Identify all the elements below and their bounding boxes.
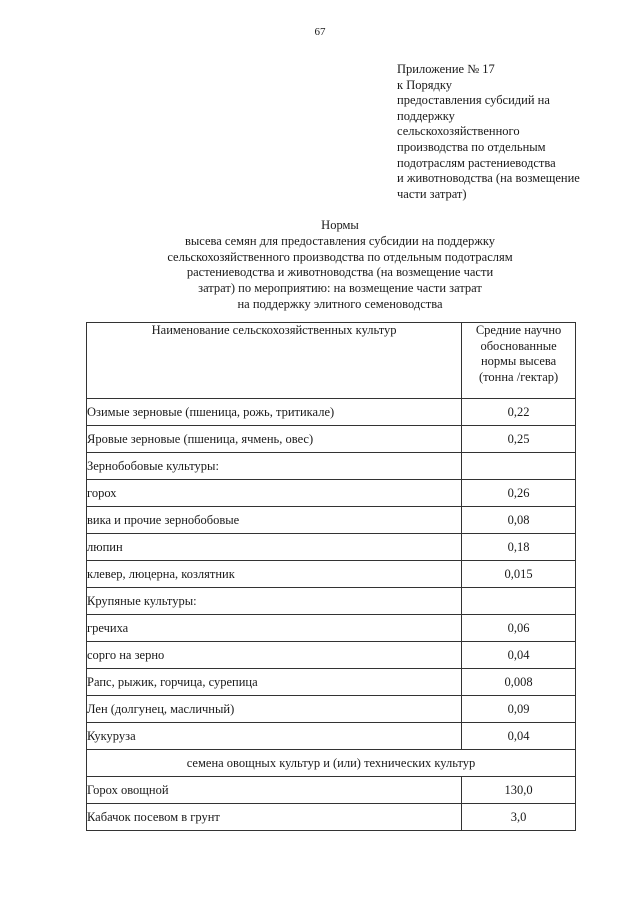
- crop-name: Кукуруза: [87, 723, 462, 750]
- seeding-rate: 0,008: [462, 669, 576, 696]
- table-row: [87, 804, 576, 831]
- table-section-row: [87, 750, 576, 777]
- seeding-rate-header-line: обоснованные: [480, 338, 557, 353]
- crop-name: люпин: [87, 534, 462, 561]
- table-row: [87, 399, 576, 426]
- title-line: затрат) по мероприятию: на возмещение части затрат: [198, 281, 482, 296]
- table-row: [87, 723, 576, 750]
- crop-group-name: Зернобобовые культуры:: [87, 453, 462, 480]
- title-line: на поддержку элитного семеноводства: [237, 296, 443, 311]
- seeding-rate: 0,09: [462, 696, 576, 723]
- crop-name: сорго на зерно: [87, 642, 462, 669]
- table-row: [87, 777, 576, 804]
- seeding-rate: 0,04: [462, 723, 576, 750]
- table-row: [87, 642, 576, 669]
- crop-name: Яровые зерновые (пшеница, ячмень, овес): [87, 426, 462, 453]
- table-row: [87, 426, 576, 453]
- section-heading: семена овощных культур и (или) технических культур: [87, 750, 576, 777]
- crop-name: гречиха: [87, 615, 462, 642]
- table-row: [87, 561, 576, 588]
- appendix-line: производства по отдельным: [397, 139, 546, 154]
- seeding-rate: 0,25: [462, 426, 576, 453]
- appendix-line: части затрат): [397, 186, 467, 201]
- appendix-line: поддержку: [397, 108, 455, 123]
- seeding-rate: 0,08: [462, 507, 576, 534]
- title-line: высева семян для предоставления субсидии на поддержку: [184, 233, 496, 248]
- title-line: Нормы: [321, 218, 359, 232]
- crop-name-header: Наименование сельскохозяйственных культур: [87, 323, 462, 399]
- seeding-rate: 0,22: [462, 399, 576, 426]
- seeding-rate: [462, 453, 576, 480]
- seeding-rate: 0,18: [462, 534, 576, 561]
- table-row: [87, 534, 576, 561]
- title-line: сельскохозяйственного производства по отдельным подотраслям: [167, 249, 513, 264]
- table-row: [87, 696, 576, 723]
- table-row: [87, 507, 576, 534]
- seeding-rate-header: [462, 323, 576, 399]
- table-row: [87, 453, 576, 480]
- table-row: [87, 480, 576, 507]
- appendix-line: к Порядку: [397, 77, 452, 92]
- seeding-norms-table: [86, 322, 576, 831]
- crop-name: Лен (долгунец, масличный): [87, 696, 462, 723]
- crop-name: Кабачок посевом в грунт: [87, 804, 462, 831]
- seeding-rate: 0,04: [462, 642, 576, 669]
- seeding-rate: 130,0: [462, 777, 576, 804]
- seeding-rate: 0,015: [462, 561, 576, 588]
- appendix-line: предоставления субсидий на: [397, 93, 550, 108]
- table-row: [87, 588, 576, 615]
- seeding-rate-header-line: Средние научно: [475, 323, 562, 337]
- table-row: [87, 669, 576, 696]
- crop-name: вика и прочие зернобобовые: [87, 507, 462, 534]
- crop-name: Рапс, рыжик, горчица, сурепица: [87, 669, 462, 696]
- crop-name: горох: [87, 480, 462, 507]
- crop-group-name: Крупяные культуры:: [87, 588, 462, 615]
- table-row: [87, 615, 576, 642]
- appendix-line: подотраслям растениеводства: [397, 155, 556, 170]
- table-header-row: [87, 323, 576, 399]
- appendix-line: Приложение № 17: [397, 62, 495, 76]
- crop-name: клевер, люцерна, козлятник: [87, 561, 462, 588]
- seeding-rate: 0,06: [462, 615, 576, 642]
- appendix-line: сельскохозяйственного: [397, 124, 520, 139]
- document-title: [120, 218, 560, 313]
- page-number: 67: [314, 26, 326, 38]
- appendix-header: [397, 62, 612, 202]
- seeding-rate-header-line: (тонна /гектар): [478, 369, 559, 384]
- title-line: растениеводства и животноводства (на возмещение части: [186, 265, 494, 280]
- seeding-rate-header-line: нормы высева: [480, 354, 557, 369]
- appendix-line: и животноводства (на возмещение: [397, 171, 580, 186]
- crop-name: Озимые зерновые (пшеница, рожь, тритикале): [87, 399, 462, 426]
- seeding-rate: 0,26: [462, 480, 576, 507]
- seeding-rate: [462, 588, 576, 615]
- seeding-rate: 3,0: [462, 804, 576, 831]
- crop-name: Горох овощной: [87, 777, 462, 804]
